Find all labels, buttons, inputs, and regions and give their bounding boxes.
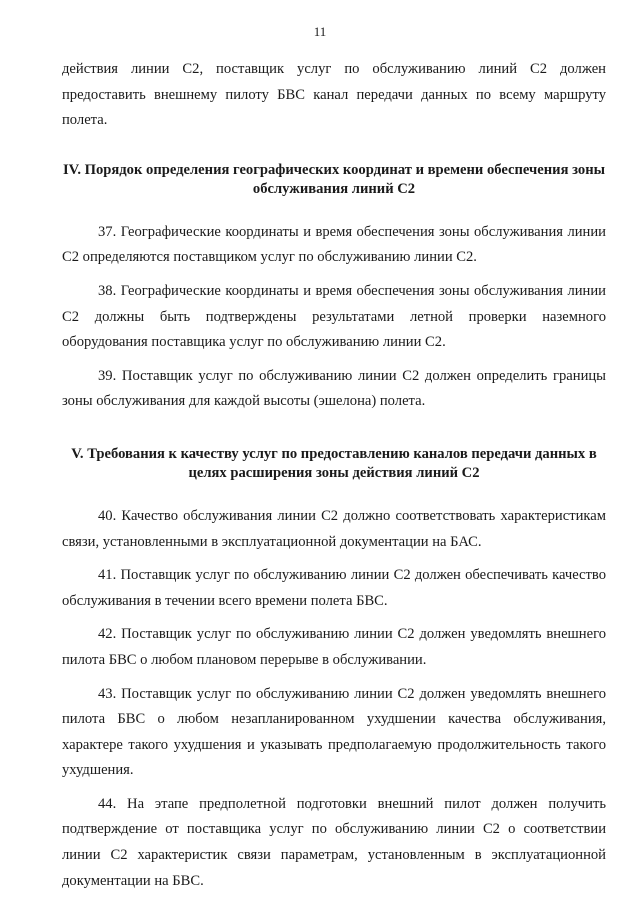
paragraph-41: 41. Поставщик услуг по обслуживанию линии С2 должен обеспечивать качество обслуживания в течении всего времени полета БВС.: [62, 567, 606, 609]
paragraph-37: 37. Географические координаты и время обеспечения зоны обслуживания линии С2 определяются поставщиком услуг по обслуживанию линии С2.: [62, 223, 606, 266]
paragraph-38: 38. Географические координаты и время обеспечения зоны обслуживания линии С2 должны быть подтверждены результатами летной проверки наземного оборудования поставщика услуг по обслуживанию линии С2.: [62, 282, 606, 351]
paragraph-42: 42. Поставщик услуг по обслуживанию линии С2 должен уведомлять внешнего пилота БВС о любом плановом перерыве в обслуживании.: [62, 626, 606, 668]
paragraph-44: 44. На этапе предполетной подготовки внешний пилот должен получить подтверждение от поставщика услуг по обслуживанию линии С2 о соответствии линии С2 характеристик связи параметрам, установленным в эксплуатационной документации на БВС.: [62, 795, 606, 889]
paragraph-40: 40. Качество обслуживания линии С2 должно соответствовать характеристикам связи, установленными в эксплуатационной документации на БАС.: [62, 507, 606, 550]
continuation-paragraph: действия линии С2, поставщик услуг по обслуживанию линий С2 должен предоставить внешнему пилоту БВС канал передачи данных по всему маршруту полета.: [62, 61, 606, 129]
section-heading-v: V. Требования к качеству услуг по предоставлению каналов передачи данных в целях расширения зоны действия линий С2: [71, 445, 597, 481]
page-number: 11: [313, 24, 327, 39]
paragraph-39: 39. Поставщик услуг по обслуживанию линии С2 должен определить границы зоны обслуживания для каждой высоты (эшелона) полета.: [62, 367, 606, 410]
section-heading-iv: IV. Порядок определения географических координат и времени обеспечения зоны обслуживания линий С2: [63, 161, 605, 197]
paragraph-43: 43. Поставщик услуг по обслуживанию линии С2 должен уведомлять внешнего пилота БВС о любом незапланированном ухудшении качества обслуживания, характере такого ухудшения и указывать предполагаемую продолжительность такого ухудшения.: [62, 685, 606, 779]
